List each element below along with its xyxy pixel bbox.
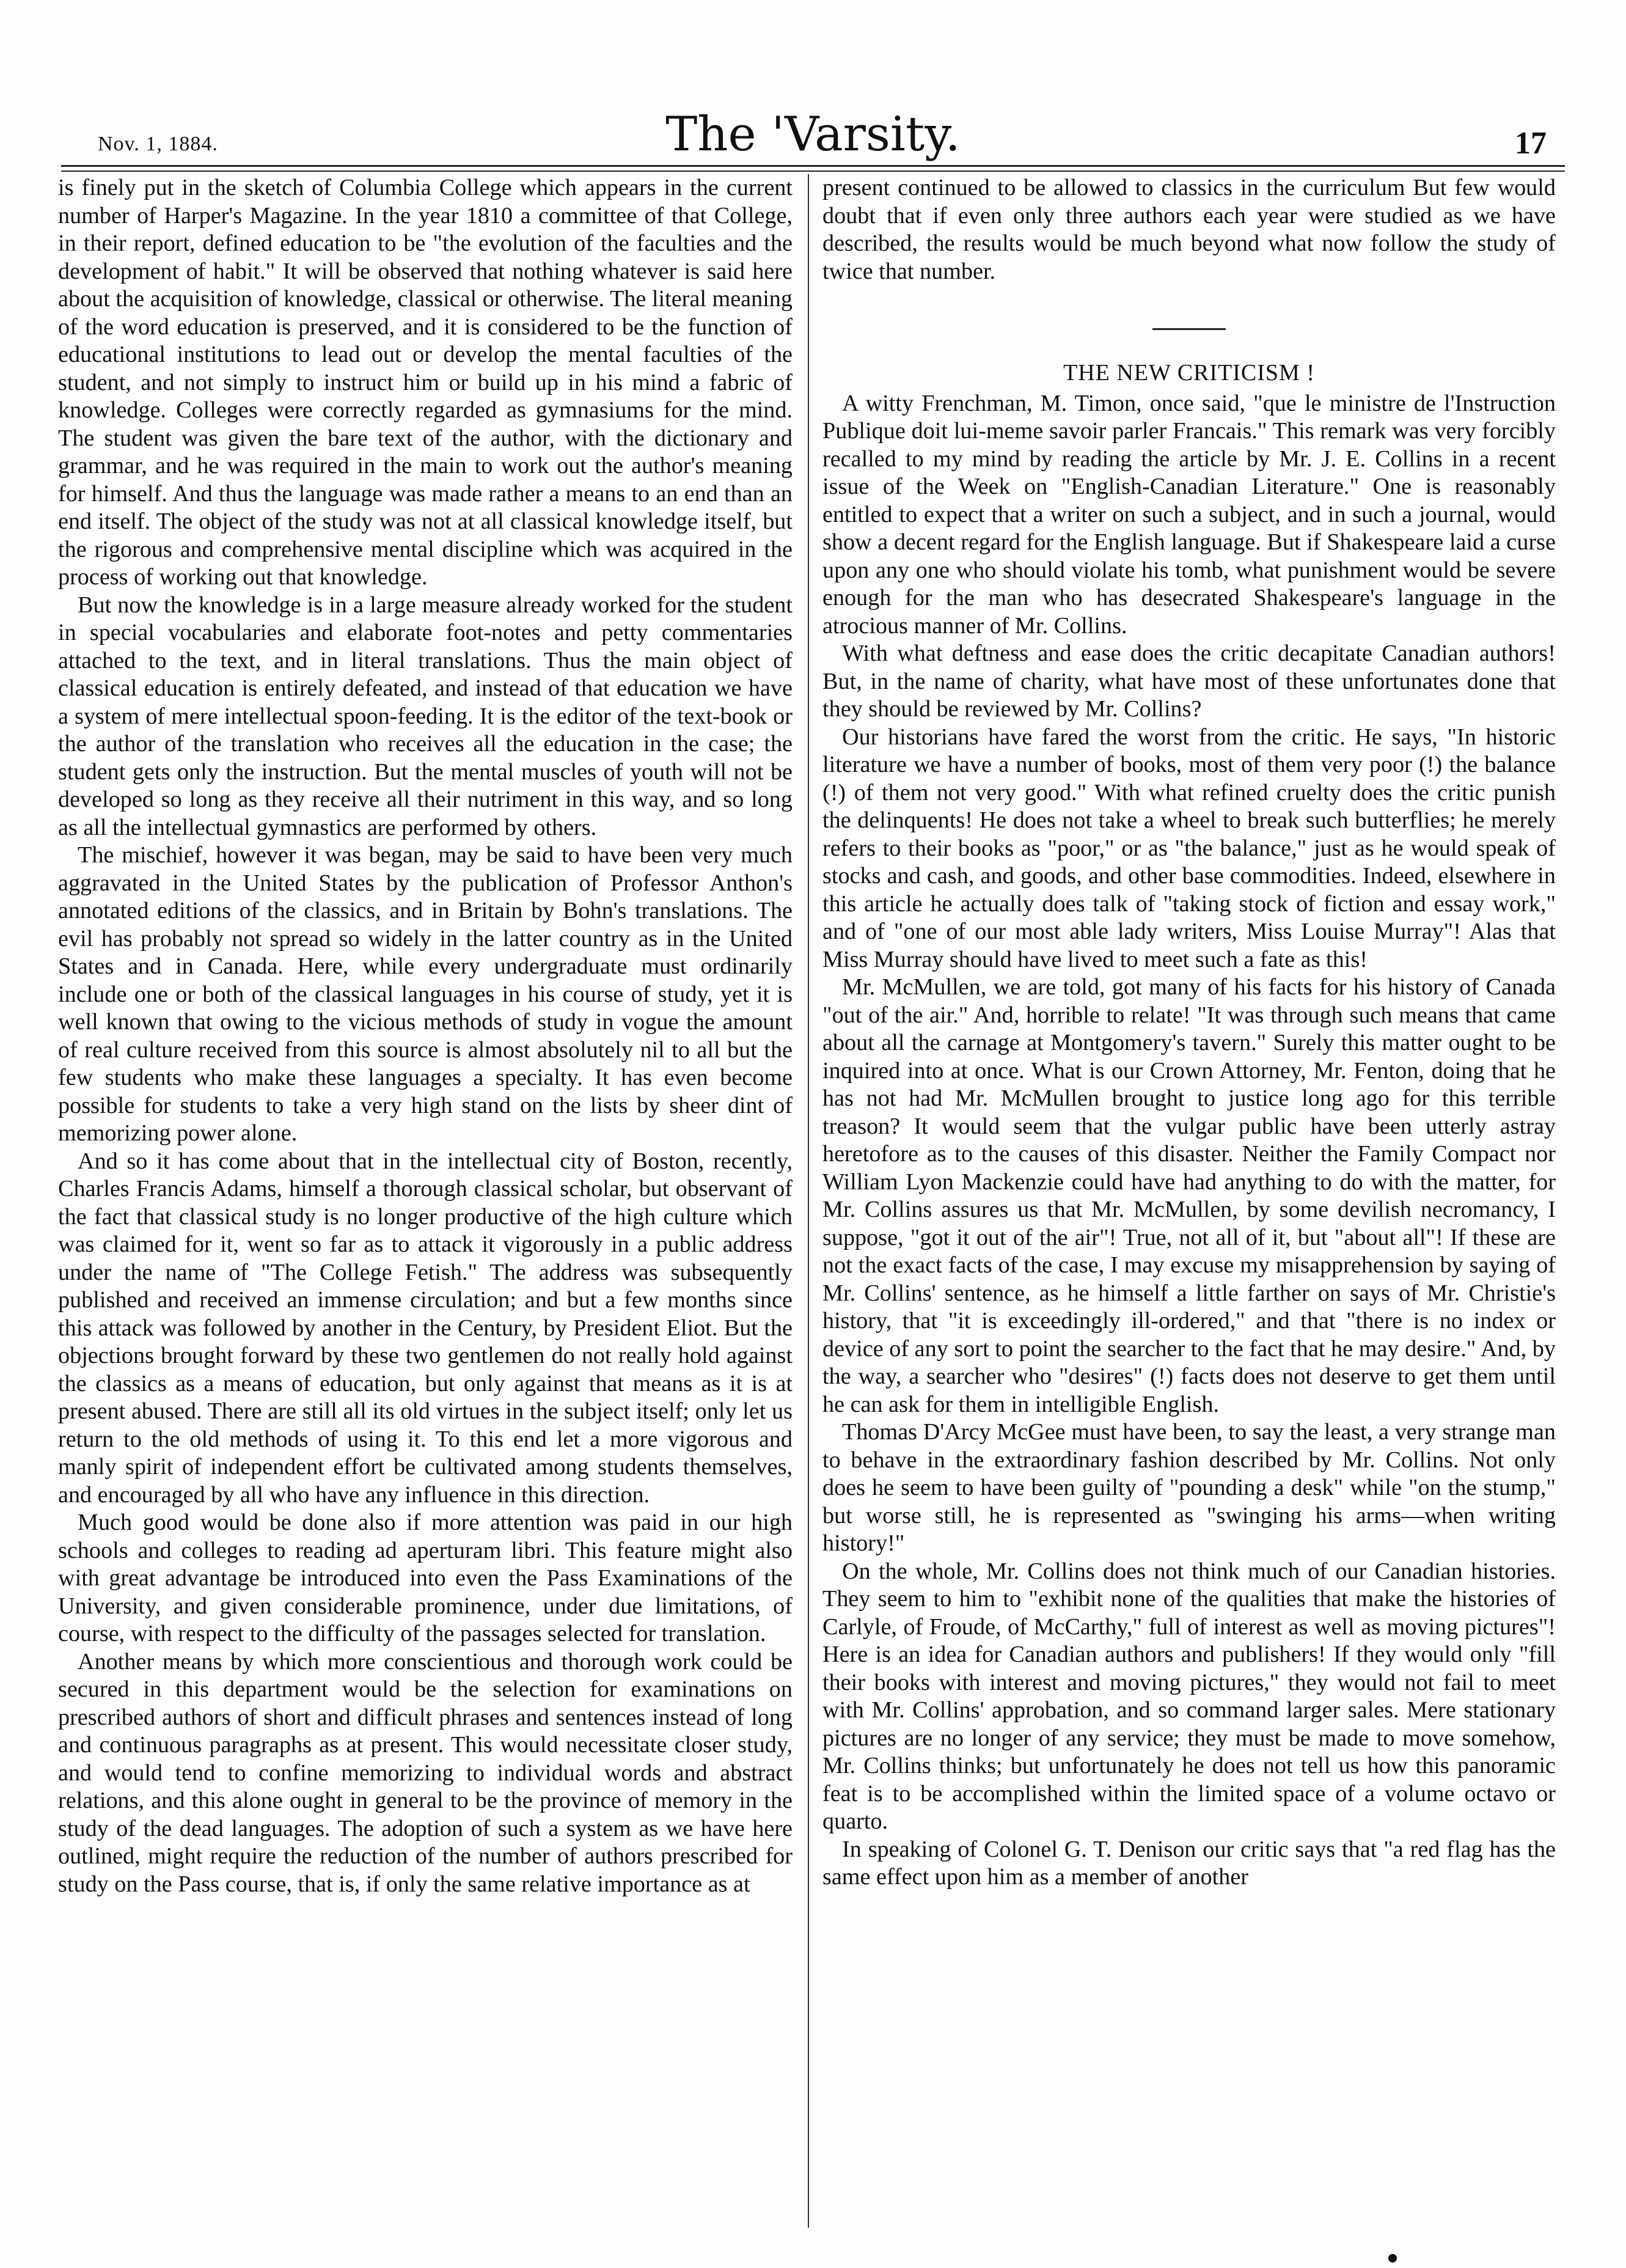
column-divider: [808, 174, 809, 2228]
article-paragraph: On the whole, Mr. Collins does not think much of our Canadian histories. They seem to him to "exhibit none of the qualities that make the histories of Carlyle, of Froude, of McCarthy," full of interest as well as moving pictures"! Here is an idea for Canadian authors and publishers! If they would only "fill their books with interest and moving pictures," they would not fail to meet with Mr. Collins' approbation, and so command larger sales. Mere stationary pictures are no longer of any service; they must be made to move somehow, Mr. Collins thinks; but unfortunately he does not tell us how this panoramic feat is to be accomplished within the limited space of a volume octavo or quarto.: [822, 1558, 1556, 1834]
article-paragraph: Our historians have fared the worst from the critic. He says, "In historic literature we have a number of books, most of them very poor (!) the balance (!) of them not very good." With what refined cruelty does the critic punish the delinquents! He does not take a wheel to break such butterflies; he merely refers to their books as "poor," or as "the balance," just as he would speak of stocks and cash, and goods, and other base commodities. Indeed, elsewhere in this article he actually does talk of "taking stock of fiction and essay work," and of "one of our most able lady writers, Miss Louise Murray"! Alas that Miss Murray should have lived to meet such a fate as this!: [822, 724, 1556, 972]
ink-dot: [1388, 2254, 1397, 2262]
section-separator: [1152, 328, 1226, 330]
article-paragraph: Thomas D'Arcy McGee must have been, to say the least, a very strange man to behave in the extraordinary fashion described by Mr. Collins. Not only does he seem to have been guilty of "pounding a desk" while "on the stump," but worse still, he is represented as "swinging his arms—when writing history!": [822, 1419, 1556, 1556]
left-paragraph: Another means by which more conscientious and thorough work could be secured in this department would be the selection for examinations on prescribed authors of short and difficult phrases and sentences instead of long and continuous paragraphs as at present. This would necessitate closer study, and would tend to confine memorizing to individual words and abstract relations, and this alone ought in general to be the province of memory in the study of the dead languages. The adoption of such a system as we have here outlined, might require the reduction of the number of authors prescribed for study on the Pass course, that is, if only the same relative importance as at: [58, 1648, 793, 1897]
header-rule-top: [61, 165, 1565, 167]
article-paragraph: In speaking of Colonel G. T. Denison our critic says that "a red flag has the same effect upon him as a member of another: [822, 1836, 1556, 1890]
article-paragraph: Mr. McMullen, we are told, got many of his facts for his history of Canada "out of the air." And, horrible to relate! "It was through such means that came about all the carnage at Montgomery's tavern." Surely this matter ought to be inquired into at once. What is our Crown Attorney, Mr. Fenton, doing that he has not had Mr. McMullen brought to justice long ago for this terrible treason? It would seem that the vulgar public have been utterly astray heretofore as to the causes of this disaster. Neither the Family Compact nor William Lyon Mackenzie could have had anything to do with the matter, for Mr. Collins assures us that Mr. McMullen, by some devilish necromancy, I suppose, "got it out of the air"! True, not all of it, but "about all"! If these are not the exact facts of the case, I may excuse my misapprehension by saying of Mr. Collins' sentence, as he himself a little farther on says of Mr. Christie's history, that "it is exceedingly ill-ordered," and that "there is no index or device of any sort to point the searcher to the fact that he may desire." And, by the way, a searcher who "desires" (!) facts does not deserve to get them until he can ask for them in intelligible English.: [822, 974, 1556, 1417]
continued-paragraph: present continued to be allowed to classics in the curriculum But few would doubt that if even only three authors each year were studied as we have described, the results would be much beyond what now follow the study of twice that number.: [822, 175, 1556, 284]
masthead-title: The 'Varsity.: [665, 107, 961, 162]
left-paragraph: But now the knowledge is in a large measure already worked for the student in special vocabularies and elaborate foot-notes and petty commentaries attached to the text, and in literal translations. Thus the main object of classical education is entirely defeated, and instead of that education we have a system of mere intellectual spoon-feeding. It is the editor of the text-book or the author of the translation who receives all the education in the case; the student gets only the instruction. But the mental muscles of youth will not be developed so long as they receive all their nutriment in this way, and so long as all the intellectual gymnastics are performed by others.: [58, 592, 793, 840]
page-number: 17: [1515, 126, 1547, 161]
issue-date: Nov. 1, 1884.: [98, 133, 218, 155]
left-paragraph: And so it has come about that in the intellectual city of Boston, recently, Charles Francis Adams, himself a thorough classical scholar, but observant of the fact that classical study is no longer productive of the high culture which was claimed for it, went so far as to attack it vigorously in a public address under the name of "The College Fetish." The address was subsequently published and received an immense circulation; and but a few months since this attack was followed by another in the Century, by President Eliot. But the objections brought forward by these two gentlemen do not really hold against the classics as a means of education, but only against that means as it is at present abused. There are still all its old virtues in the subject itself; only let us return to the old methods of using it. To this end let a more vigorous and manly spirit of independent effort be cultivated among students themselves, and encouraged by all who have any influence in this direction.: [58, 1148, 793, 1508]
left-column: [58, 174, 793, 1898]
article-paragraph: With what deftness and ease does the critic decapitate Canadian authors! But, in the name of charity, what have most of these unfortunates done that they should be reviewed by Mr. Collins?: [822, 640, 1556, 722]
page-header: [55, 107, 1571, 174]
left-paragraph: The mischief, however it was began, may be said to have been very much aggravated in the United States by the publication of Professor Anthon's annotated editions of the classics, and in Britain by Bohn's translations. The evil has probably not spread so widely in the latter country as in the United States and in Canada. Here, while every undergraduate must ordinarily include one or both of the classical languages in his course of study, yet it is well known that owing to the vicious methods of study in vogue the amount of real culture received from this source is almost absolutely nil to all but the few students who make these languages a specialty. It has even become possible for students to take a very high stand on the lists by sheer dint of memorizing power alone.: [58, 842, 793, 1146]
article-paragraph: A witty Frenchman, M. Timon, once said, "que le ministre de l'Instruction Publique doit lui-meme savoir parler Francais." This remark was very forcibly recalled to my mind by reading the article by Mr. J. E. Collins in a recent issue of the Week on "English-Canadian Literature." One is reasonably entitled to expect that a writer on such a subject, and in such a journal, would show a decent regard for the English language. But if Shakespeare laid a curse upon any one who should violate his tomb, what punishment would be severe enough for the man who has desecrated Shakespeare's language in the atrocious manner of Mr. Collins.: [822, 390, 1556, 639]
header-rule-bottom: [61, 171, 1565, 172]
right-column: [822, 174, 1556, 1892]
left-paragraph: Much good would be done also if more attention was paid in our high schools and colleges to reading ad aperturam libri. This feature might also with great advantage be introduced into even the Pass Examinations of the University, and given considerable prominence, under due limitations, of course, with respect to the difficulty of the passages selected for translation.: [58, 1510, 793, 1646]
article-title: THE NEW CRITICISM !: [1063, 360, 1315, 386]
left-paragraph: is finely put in the sketch of Columbia College which appears in the current number of Harper's Magazine. In the year 1810 a committee of that College, in their report, defined education to be "the evolution of the faculties and the development of habit." It will be observed that nothing whatever is said here about the acquisition of knowledge, classical or otherwise. The literal meaning of the word education is preserved, and it is considered to be the function of educational institutions to lead out or develop the mental faculties of the student, and not simply to instruct him or build up in his mind a fabric of knowledge. Colleges were correctly regarded as gymnasiums for the mind. The student was given the bare text of the author, with the dictionary and grammar, and he was required in the main to work out the author's meaning for himself. And thus the language was made rather a means to an end than an end itself. The object of the study was not at all classical knowledge itself, but the rigorous and comprehensive mental discipline which was acquired in the process of working out that knowledge.: [58, 175, 793, 590]
